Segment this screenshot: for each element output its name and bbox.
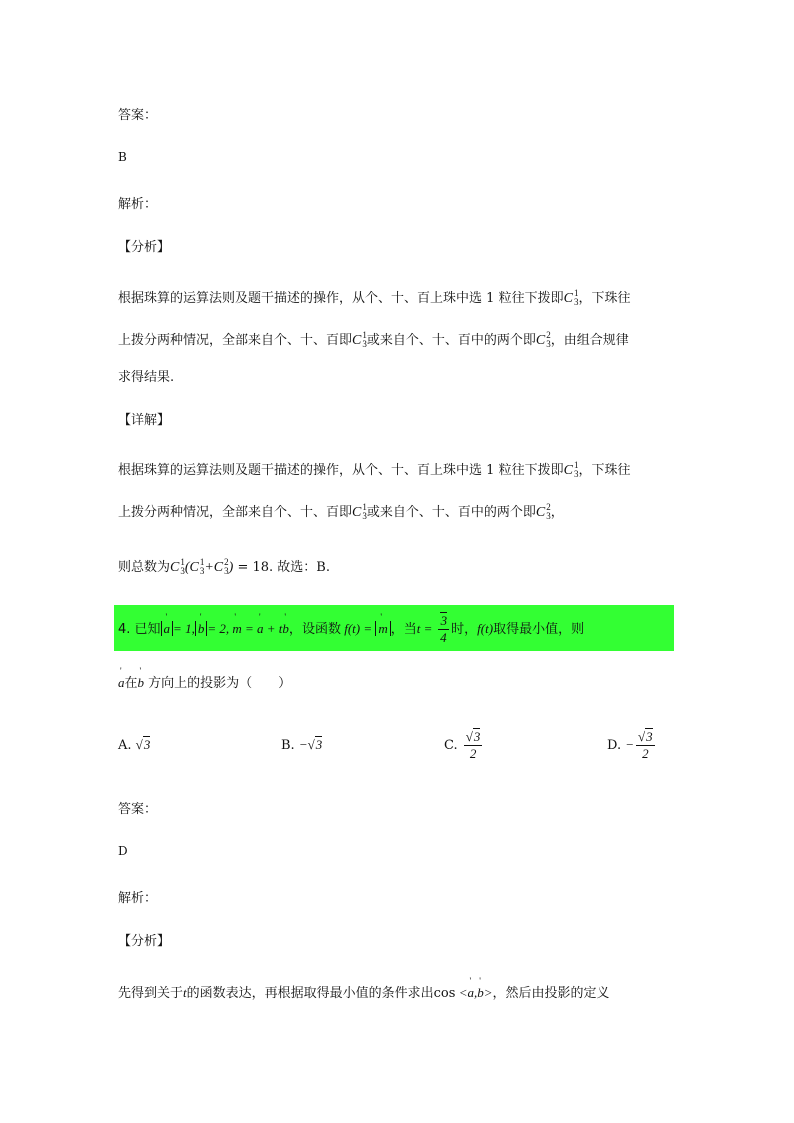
xiangjie-line-2: 上拨分两种情况，全部来自个、十、百即C 1 3 或来自个、十、百中的两个即C 2 3 ，	[118, 501, 564, 521]
option-a[interactable]: A. √3	[118, 737, 151, 753]
fenxi2-line-1: 先得到关于t的函数表达，再根据取得最小值的条件求出cos <' a,' b>，然后由投影的定义	[118, 982, 610, 1001]
answer-label-2: 答案：	[118, 802, 158, 817]
fenxi-heading-2: 【分析】	[118, 934, 171, 949]
answer-value-2: D	[118, 844, 128, 858]
option-d[interactable]: D. − $\frac{√3}{2}$	[607, 729, 653, 761]
fenxi-line-3: 求得结果.	[118, 370, 175, 385]
fenxi-heading: 【分析】	[118, 240, 171, 255]
fenxi-line-2: 上拨分两种情况，全部来自个、十、百即C 1 3 或来自个、十、百中的两个即C 2 3 ，由组合规律	[118, 329, 629, 349]
fenxi-line-1: 根据珠算的运算法则及题干描述的操作，从个、十、百上珠中选 1 粒往下拨即C 1 3 ，下珠往	[118, 287, 631, 307]
option-c[interactable]: C. $\frac{√3}{2}$	[444, 729, 481, 761]
total-line: 则总数为C 1 3 (C 1 3 +C 2 3 ) = 18. 故选：B.	[118, 556, 330, 576]
xiangjie-heading: 【详解】	[118, 413, 171, 428]
analysis-label: 解析：	[118, 197, 158, 212]
xiangjie-line-1: 根据珠算的运算法则及题干描述的操作，从个、十、百上珠中选 1 粒往下拨即C 1 3 ，下珠往	[118, 459, 631, 479]
answer-value: B	[118, 150, 127, 164]
analysis-label-2: 解析：	[118, 891, 158, 906]
question-4-line-1: 4. 已知' a = 1,' b = 2, ' m = ' a + t' b，设函数 f(t) = ' m ，当t = $\frac{3}{4}$ 时，f(t)取得最小值，则	[118, 613, 584, 646]
answer-label: 答案：	[118, 108, 158, 123]
question-4-line-2: ' a在' b 方向上的投影为（ ）	[118, 672, 291, 691]
option-b[interactable]: B. −√3	[281, 737, 323, 753]
